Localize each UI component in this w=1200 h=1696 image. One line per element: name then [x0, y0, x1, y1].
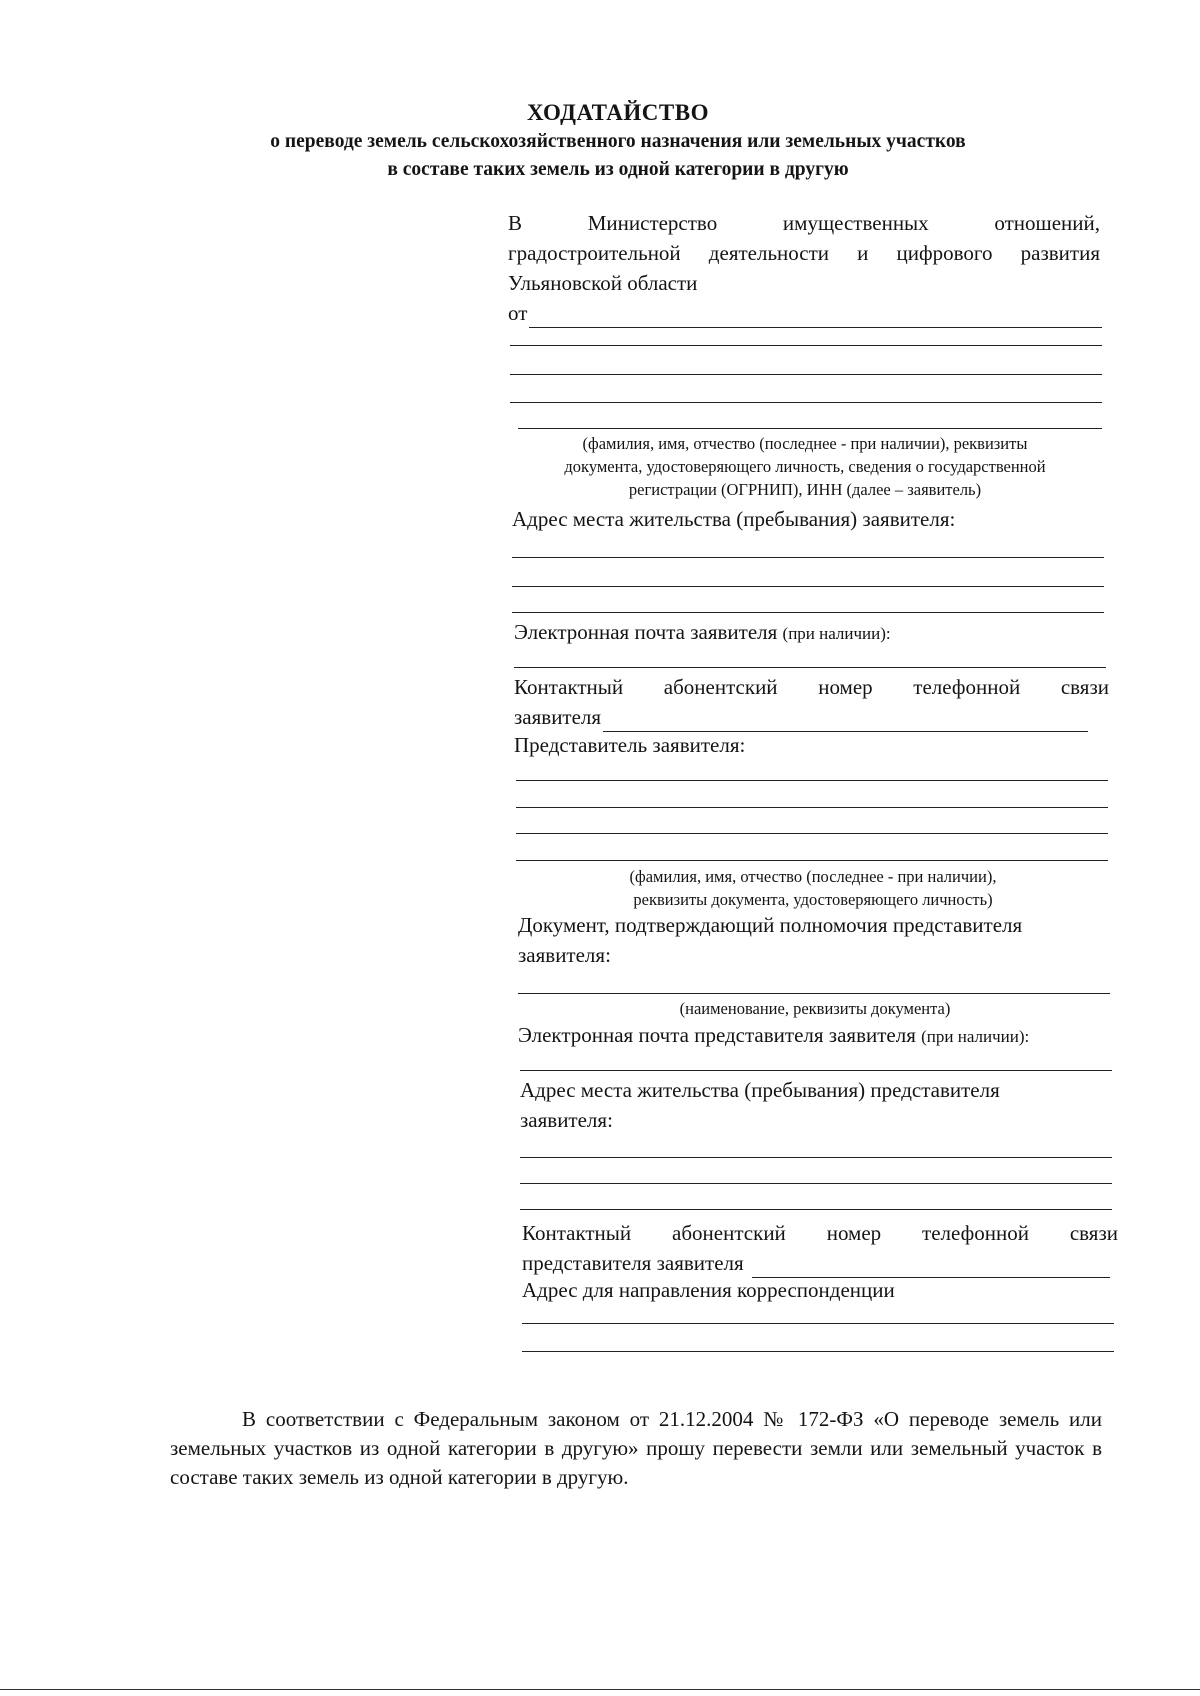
representative-address-line-3[interactable]	[520, 1209, 1112, 1210]
applicant-line-4[interactable]	[518, 428, 1102, 429]
authority-doc-label	[518, 910, 1112, 970]
representative-line-1[interactable]	[516, 780, 1108, 781]
request-paragraph	[170, 1405, 1102, 1492]
representative-caption-line-2: реквизиты документа, удостоверяющего личность)	[633, 890, 993, 909]
applicant-address-label: Адрес места жительства (пребывания) заявителя:	[512, 507, 956, 531]
representative-address-line-1[interactable]	[520, 1157, 1112, 1158]
applicant-address-line-2[interactable]	[512, 586, 1104, 587]
applicant-address-line-1[interactable]	[512, 557, 1104, 558]
applicant-caption-line-3: регистрации (ОГРНИП), ИНН (далее – заявитель)	[628, 480, 982, 499]
representative-caption	[516, 865, 1110, 911]
representative-phone-label-line-1: Контактный абонентский номер телефонной связи	[522, 1221, 1118, 1245]
addressee-line-2: градостроительной деятельности и цифрового развития	[508, 241, 1100, 265]
applicant-phone-field[interactable]	[514, 702, 1088, 732]
page-bottom-rule	[0, 1689, 1200, 1690]
addressee-block	[508, 208, 1100, 298]
representative-line-4[interactable]	[516, 860, 1108, 861]
document-title: ХОДАТАЙСТВО	[527, 100, 709, 125]
applicant-email-text: Электронная почта заявителя	[514, 620, 778, 644]
from-label: от	[508, 301, 528, 325]
representative-email-note: (при наличии):	[921, 1027, 1030, 1046]
representative-caption-line-1: (фамилия, имя, отчество (последнее - при наличии),	[629, 867, 997, 886]
applicant-phone-label-line-2: заявителя	[514, 705, 602, 729]
representative-email-text: Электронная почта представителя заявителя	[518, 1023, 916, 1047]
applicant-line-1[interactable]	[510, 345, 1102, 346]
addressee-line-1: В Министерство имущественных отношений,	[508, 211, 1100, 235]
representative-label: Представитель заявителя:	[514, 733, 746, 757]
authority-doc-caption: (наименование, реквизиты документа)	[679, 999, 951, 1018]
request-paragraph-text: В соответствии с Федеральным законом от 21.12.2004 № 172-ФЗ «О переводе земель или земельных участков из одной категории в другую» прошу перевести земли или земельный участок в составе таких земель из одной категории в другую.	[170, 1407, 1102, 1489]
representative-email-line[interactable]	[520, 1070, 1112, 1071]
applicant-phone-label-line-1: Контактный абонентский номер телефонной связи	[514, 675, 1109, 699]
representative-phone-label-line-2: представителя заявителя	[522, 1251, 744, 1275]
representative-phone-field[interactable]	[522, 1248, 1110, 1278]
correspondence-line-1[interactable]	[522, 1323, 1114, 1324]
document-subtitle	[120, 128, 1116, 184]
subtitle-line-2: в составе таких земель из одной категории в другую	[387, 159, 849, 180]
applicant-email-line[interactable]	[514, 667, 1106, 668]
applicant-email-label	[514, 617, 1108, 649]
applicant-phone-fill-line	[603, 711, 1088, 732]
representative-line-3[interactable]	[516, 833, 1108, 834]
applicant-caption	[508, 432, 1102, 501]
representative-email-label	[518, 1020, 1118, 1052]
correspondence-line-2[interactable]	[522, 1351, 1114, 1352]
representative-address-label-line-2: заявителя:	[520, 1108, 613, 1132]
representative-address-label	[520, 1075, 1114, 1135]
representative-address-label-line-1: Адрес места жительства (пребывания) представителя	[520, 1078, 1000, 1102]
subtitle-line-1: о переводе земель сельскохозяйственного назначения или земельных участков	[270, 131, 966, 152]
addressee-line-3: Ульяновской области	[508, 271, 698, 295]
applicant-email-note: (при наличии):	[782, 624, 891, 643]
authority-doc-label-line-1: Документ, подтверждающий полномочия представителя	[518, 913, 1023, 937]
applicant-from-field[interactable]	[508, 298, 1102, 328]
applicant-caption-line-2: документа, удостоверяющего личность, сведения о государственной	[564, 457, 1046, 476]
correspondence-label: Адрес для направления корреспонденции	[522, 1278, 895, 1302]
authority-doc-line[interactable]	[518, 993, 1110, 994]
applicant-line-3[interactable]	[510, 402, 1102, 403]
applicant-address-line-3[interactable]	[512, 612, 1104, 613]
from-fill-line	[529, 307, 1102, 328]
applicant-caption-line-1: (фамилия, имя, отчество (последнее - при наличии), реквизиты	[582, 434, 1028, 453]
applicant-line-2[interactable]	[510, 374, 1102, 375]
authority-doc-label-line-2: заявителя:	[518, 943, 611, 967]
representative-line-2[interactable]	[516, 807, 1108, 808]
representative-address-line-2[interactable]	[520, 1183, 1112, 1184]
